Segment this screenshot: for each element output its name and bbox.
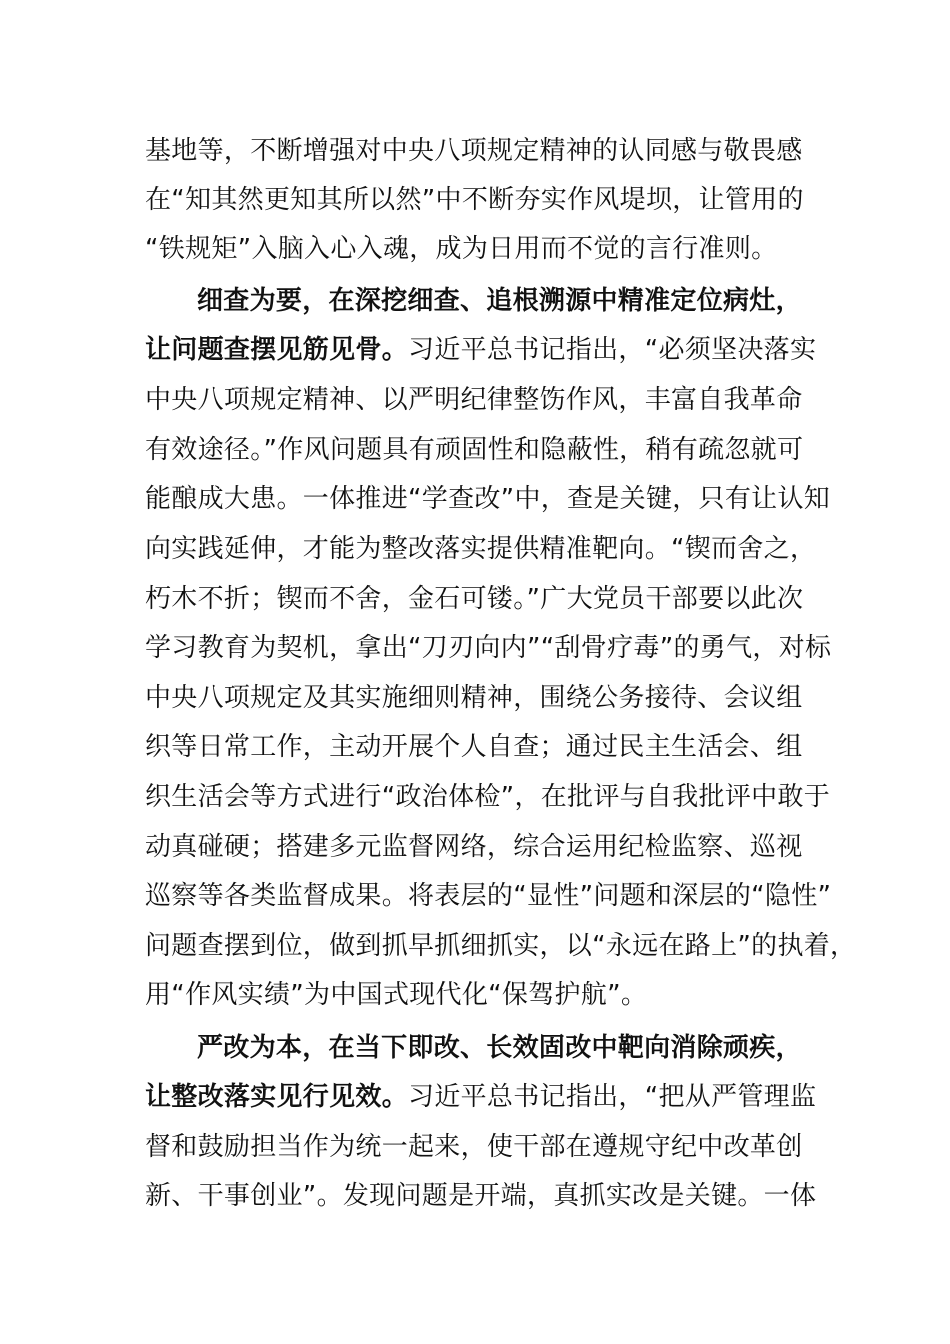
paragraph-2-line-8: 学习教育为契机，拿出“刀刃向内”“刮骨疗毒”的勇气，对标 — [145, 633, 832, 663]
paragraph-3-line-4: 新、干事创业”。发现问题是开端，真抓实改是关键。一体 — [145, 1181, 817, 1211]
paragraph-3-line-2 — [145, 1077, 845, 1117]
paragraph-3-line-3: 督和鼓励担当作为统一起来，使干部在遵规守纪中改革创 — [145, 1132, 803, 1162]
paragraph-2-line-7: 朽木不折；锲而不舍，金石可镂。”广大党员干部要以此次 — [145, 584, 804, 614]
paragraph-2-line-4: 有效途径。”作风问题具有顽固性和隐蔽性，稍有疏忽就可 — [145, 435, 804, 465]
paragraph-2-line-5: 能酿成大患。一体推进“学查改”中，查是关键，只有让认知 — [145, 484, 831, 514]
paragraph-2-line-14: 问题查摆到位，做到抓早抓细抓实，以“永远在路上”的执着， — [145, 931, 857, 961]
paragraph-3-heading-line-2: 让整改落实见行见效。 — [145, 1082, 409, 1112]
paragraph-2-heading-line-2: 让问题查摆见筋见骨。 — [145, 335, 409, 365]
paragraph-2-line-9: 中央八项规定及其实施细则精神，围绕公务接待、会议组 — [145, 683, 803, 713]
paragraph-2-line-2 — [145, 330, 845, 370]
paragraph-3-line-2-rest: 习近平总书记指出，“把从严管理监 — [408, 1082, 817, 1112]
paragraph-3-heading-line-1: 严改为本，在当下即改、长效固改中靶向消除顽疾， — [197, 1033, 802, 1063]
paragraph-2-line-10: 织等日常工作，主动开展个人自查；通过民主生活会、组 — [145, 732, 803, 762]
paragraph-2-line-2-rest: 习近平总书记指出，“必须坚决落实 — [408, 335, 817, 365]
paragraph-1-line-3: “铁规矩”入脑入心入魂，成为日用而不觉的言行准则。 — [145, 234, 778, 264]
paragraph-2-line-3: 中央八项规定精神、以严明纪律整饬作风，丰富自我革命 — [145, 385, 803, 415]
paragraph-1-line-1: 基地等，不断增强对中央八项规定精神的认同感与敬畏感 — [145, 136, 803, 166]
paragraph-2-line-13: 巡察等各类监督成果。将表层的“显性”问题和深层的“隐性” — [145, 881, 832, 911]
paragraph-2-line-15: 用“作风实绩”为中国式现代化“保驾护航”。 — [145, 980, 648, 1010]
paragraph-1-line-2: 在“知其然更知其所以然”中不断夯实作风堤坝，让管用的 — [145, 185, 804, 215]
paragraph-2-line-11: 织生活会等方式进行“政治体检”，在批评与自我批评中敢于 — [145, 782, 831, 812]
paragraph-2-line-6: 向实践延伸，才能为整改落实提供精准靶向。“锲而舍之， — [145, 534, 817, 564]
paragraph-2-heading-line-1: 细查为要，在深挖细查、追根溯源中精准定位病灶， — [197, 286, 802, 316]
paragraph-2-line-12: 动真碰硬；搭建多元监督网络，综合运用纪检监察、巡视 — [145, 832, 803, 862]
